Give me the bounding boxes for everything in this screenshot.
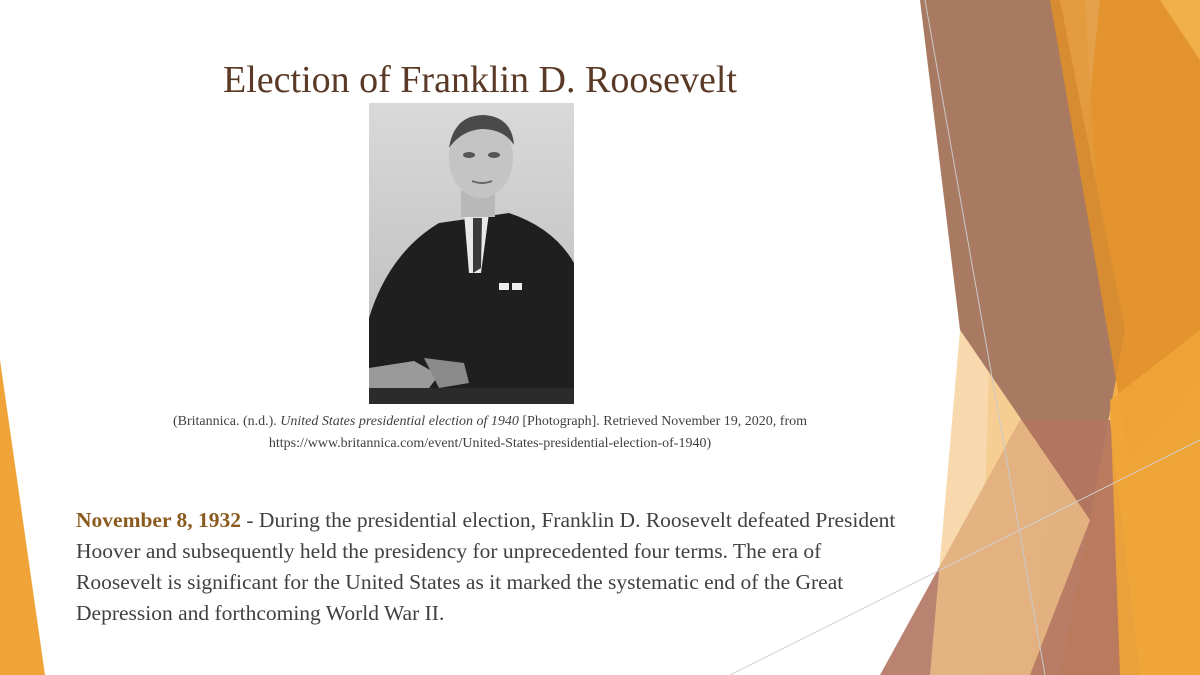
slide-title: Election of Franklin D. Roosevelt [223,59,737,101]
body-text: - During the presidential election, Franklin D. Roosevelt defeated President Hoover and subsequently held the presidency for unprecedented four terms. The era of Roosevelt is significant for the United States as it marked the systematic end of the Great Depression and forthcoming World War II. [76,508,896,625]
photo-caption [60,411,920,455]
election-date: November 8, 1932 [76,508,242,532]
caption-suffix: [Photograph]. Retrieved November 19, 2020, from [518,414,807,429]
caption-italic-title: United States presidential election of 1940 [280,414,519,429]
roosevelt-photo [369,103,574,404]
caption-url: https://www.britannica.com/event/United-States-presidential-election-of-1940) [268,436,712,451]
caption-prefix: (Britannica. (n.d.). [172,414,281,429]
body-paragraph [76,505,906,629]
